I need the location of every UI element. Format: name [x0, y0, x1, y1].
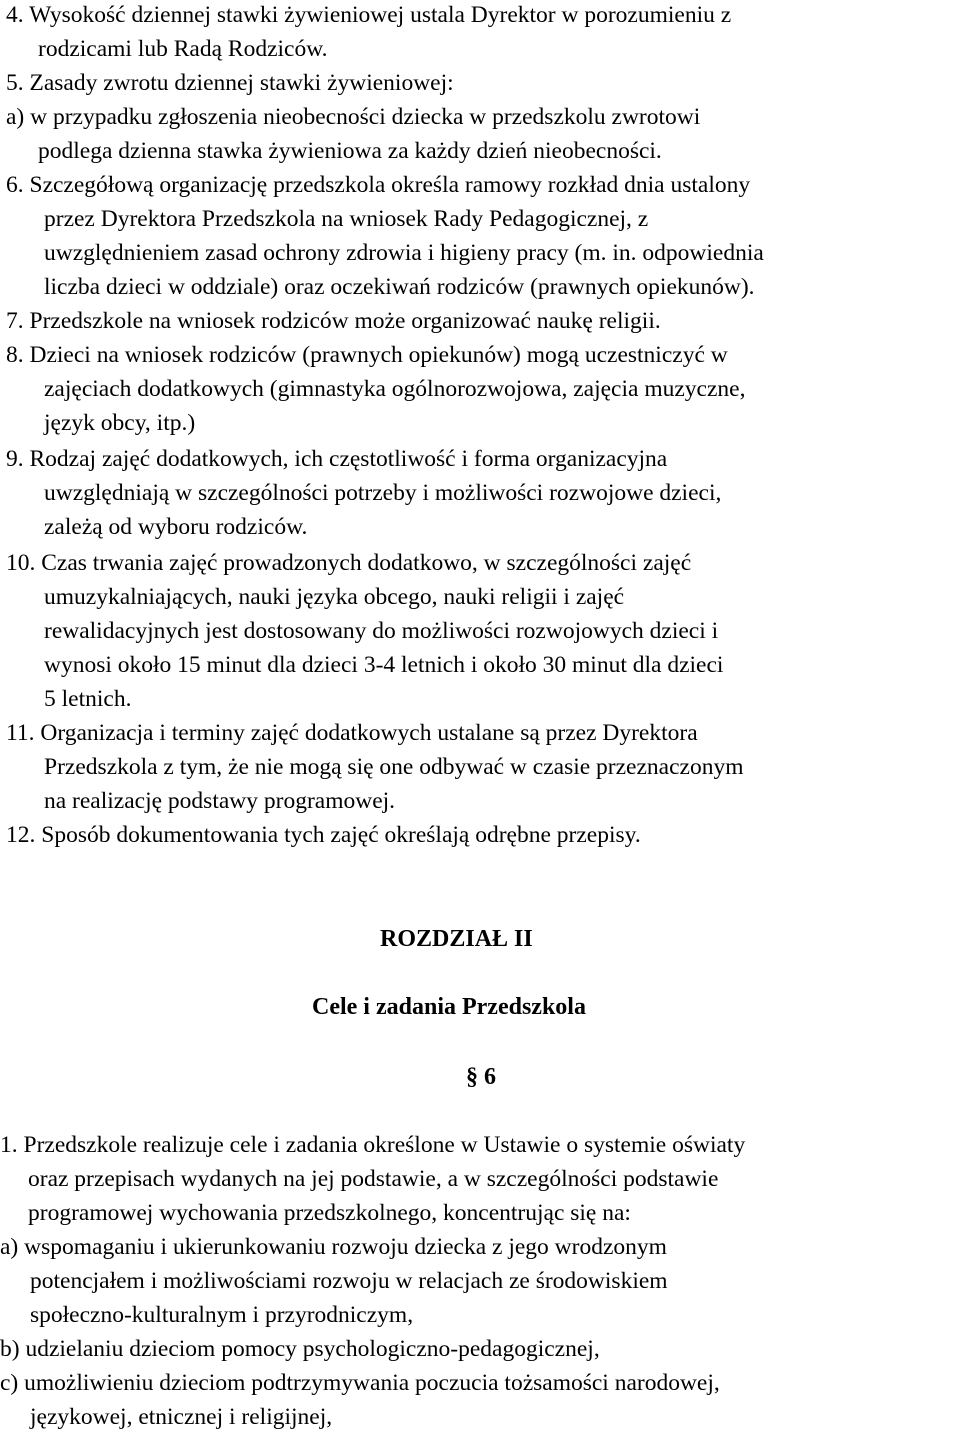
text-line: rodzicami lub Radą Rodziców. — [38, 36, 328, 62]
list-item-8 — [0, 338, 960, 440]
text-line: 1. Przedszkole realizuje cele i zadania określone w Ustawie o systemie oświaty — [0, 1132, 746, 1158]
section-item-1 — [0, 1128, 955, 1230]
text-line: wynosi około 15 minut dla dzieci 3-4 letnich i około 30 minut dla dzieci — [44, 652, 724, 678]
text-line: c) umożliwieniu dzieciom podtrzymywania poczucia tożsamości narodowej, — [0, 1370, 720, 1396]
text-line: umuzykalniających, nauki języka obcego, nauki religii i zajęć — [44, 584, 625, 610]
text-line: 12. Sposób dokumentowania tych zajęć określają odrębne przepisy. — [6, 822, 641, 848]
list-item-9 — [0, 442, 960, 544]
text-line: 10. Czas trwania zajęć prowadzonych dodatkowo, w szczególności zajęć — [6, 550, 692, 576]
text-line: na realizację podstawy programowej. — [44, 788, 396, 814]
text-line: 8. Dzieci na wniosek rodziców (prawnych opiekunów) mogą uczestniczyć w — [6, 342, 728, 368]
text-line: a) wspomaganiu i ukierunkowaniu rozwoju dziecka z jego wrodzonym — [0, 1234, 667, 1260]
section-item-b — [0, 1332, 955, 1366]
chapter-title: Cele i zadania Przedszkola — [312, 994, 586, 1020]
section-item-a — [0, 1230, 955, 1332]
list-item-6 — [0, 168, 960, 304]
text-line: b) udzielaniu dzieciom pomocy psychologiczno-pedagogicznej, — [0, 1336, 600, 1362]
text-line: rewalidacyjnych jest dostosowany do możliwości rozwojowych dzieci i — [44, 618, 719, 644]
text-line: 5. Zasady zwrotu dziennej stawki żywieniowej: — [6, 70, 454, 96]
list-item-4 — [0, 0, 960, 66]
text-line: 5 letnich. — [44, 686, 132, 712]
text-line: liczba dzieci w oddziale) oraz oczekiwań rodziców (prawnych opiekunów). — [44, 274, 755, 300]
text-line: 9. Rodzaj zajęć dodatkowych, ich częstotliwość i forma organizacyjna — [6, 446, 668, 472]
list-item-7 — [0, 304, 960, 338]
text-line: 11. Organizacja i terminy zajęć dodatkowych ustalane są przez Dyrektora — [6, 720, 698, 746]
text-line: Przedszkola z tym, że nie mogą się one odbywać w czasie przeznaczonym — [44, 754, 744, 780]
text-line: a) w przypadku zgłoszenia nieobecności dziecka w przedszkolu zwrotowi — [6, 104, 701, 130]
text-line: oraz przepisach wydanych na jej podstawie, a w szczególności podstawie — [28, 1166, 719, 1192]
list-item-10 — [0, 546, 960, 716]
chapter-number: ROZDZIAŁ II — [380, 926, 533, 952]
text-line: społeczno-kulturalnym i przyrodniczym, — [30, 1302, 414, 1328]
text-line: potencjałem i możliwościami rozwoju w relacjach ze środowiskiem — [30, 1268, 668, 1294]
text-line: język obcy, itp.) — [44, 410, 196, 436]
text-line: uwzględniają w szczególności potrzeby i możliwości rozwojowe dzieci, — [44, 480, 722, 506]
text-line: podlega dzienna stawka żywieniowa za każdy dzień nieobecności. — [38, 138, 662, 164]
text-line: 6. Szczegółową organizację przedszkola określa ramowy rozkład dnia ustalony — [6, 172, 751, 198]
list-item-5a — [0, 100, 960, 168]
list-item-12 — [0, 818, 960, 852]
text-line: 4. Wysokość dziennej stawki żywieniowej ustala Dyrektor w porozumieniu z — [6, 2, 732, 28]
text-line: zależą od wyboru rodziców. — [44, 514, 308, 540]
text-line: zajęciach dodatkowych (gimnastyka ogólnorozwojowa, zajęcia muzyczne, — [44, 376, 746, 402]
section-mark: § 6 — [466, 1064, 496, 1090]
section-item-c — [0, 1366, 955, 1434]
text-line: programowej wychowania przedszkolnego, koncentrując się na: — [28, 1200, 631, 1226]
text-line: językowej, etnicznej i religijnej, — [30, 1404, 333, 1430]
list-item-5 — [0, 66, 960, 100]
text-line: 7. Przedszkole na wniosek rodziców może organizować naukę religii. — [6, 308, 661, 334]
text-line: przez Dyrektora Przedszkola na wniosek Rady Pedagogicznej, z — [44, 206, 649, 232]
list-item-11 — [0, 716, 960, 818]
text-line: uwzględnieniem zasad ochrony zdrowia i higieny pracy (m. in. odpowiednia — [44, 240, 764, 266]
